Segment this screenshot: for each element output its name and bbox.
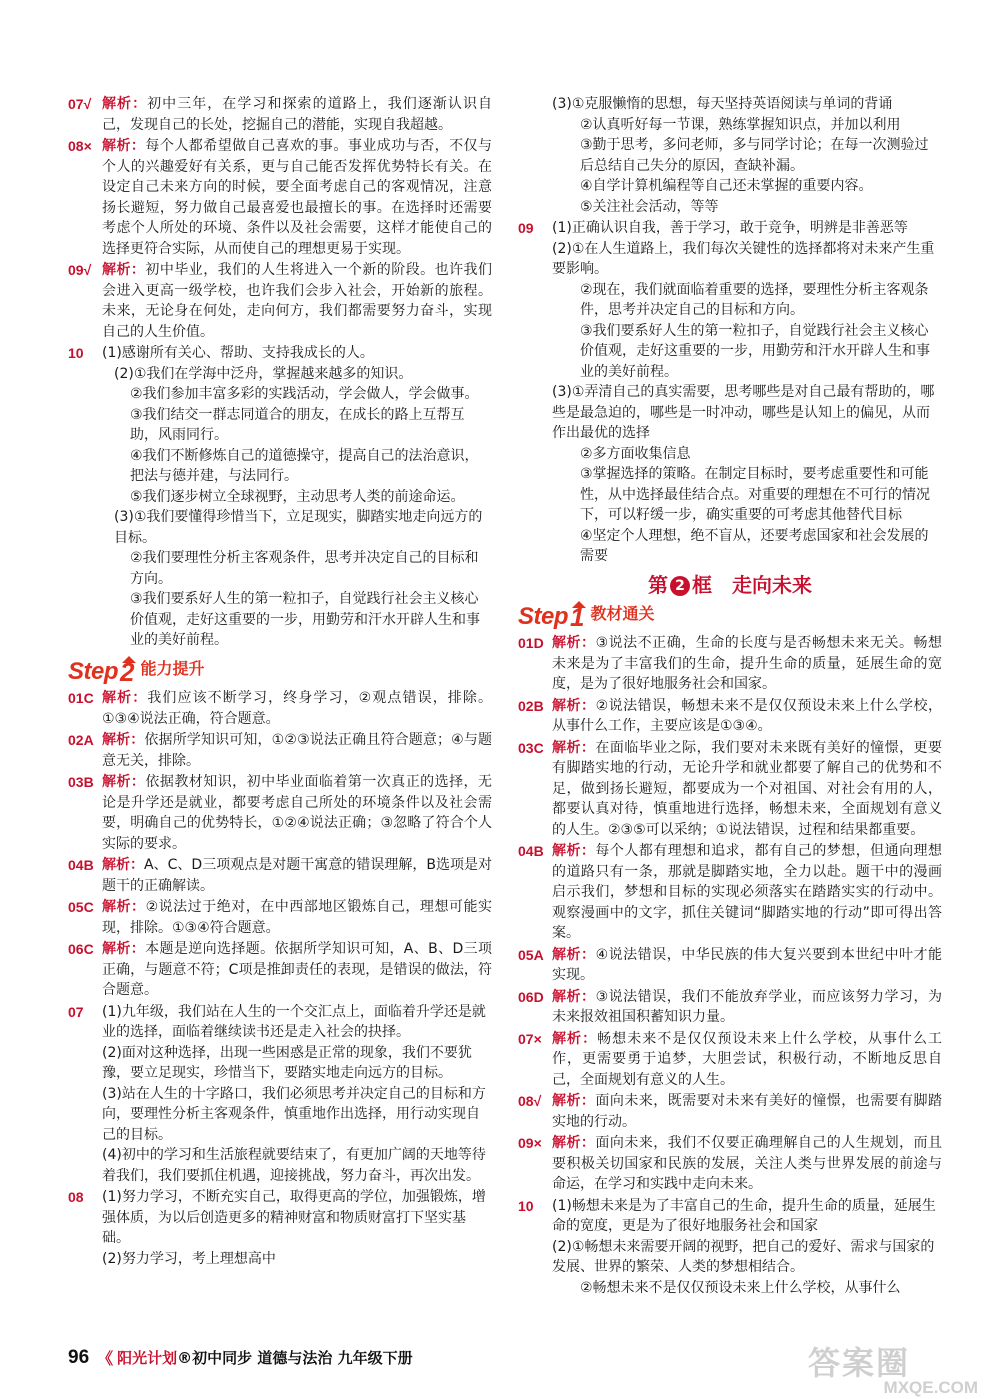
answer-line: ②多方面收集信息 xyxy=(580,445,691,462)
answer-s1-10 xyxy=(518,1196,942,1299)
answer-line: ④我们不断修炼自己的道德操守，提高自己的法治意识，把法与德并建，与法同行。 xyxy=(130,447,479,484)
answer-text: ②说法错误，畅想未来不是仅仅预设未来上什么学校，从事什么工作，主要应该是①③④。 xyxy=(552,697,942,734)
answer-s2-07 xyxy=(68,1002,492,1187)
answer-number: 01C xyxy=(68,690,94,706)
answer-line: ②现在，我们就面临着重要的选择，要理性分析主客观条件，思考并决定自己的目标和方向。 xyxy=(580,281,929,318)
step1-heading: Step 1 教材通关 xyxy=(518,601,655,632)
answer-number: 08× xyxy=(68,138,92,154)
answer-line: ④自学计算机编程等自己还未掌握的重要内容。 xyxy=(580,178,873,194)
analysis-label: 解析： xyxy=(102,138,146,154)
answer-line: ⑤关注社会活动，等等 xyxy=(580,198,719,215)
answer-number: 07√ xyxy=(68,96,92,112)
answer-number: 02A xyxy=(68,732,94,748)
answer-text: 在面临毕业之际，我们要对未来既有美好的憧憬，更要有脚踏实地的行动，无论升学和就业都要了解自己的优势和不足，做到扬长避短，都要成为一个对祖国、对社会有用的人，都要认真对待，慎重地进行选择，畅想未来，全面规划有意义的人生。②③⑤可以采纳；①说法错误，过程和结果都重要。 xyxy=(552,739,943,838)
answer-number: 04B xyxy=(518,843,544,859)
answer-text: 面向未来，既需要对未来有美好的憧憬，也需要有脚踏实地的行动。 xyxy=(552,1093,943,1130)
section-number-badge: 2 xyxy=(670,576,690,596)
answer-l09 xyxy=(68,260,492,342)
answer-line: (2)①畅想未来需要开阔的视野，把自己的爱好、需求与国家的发展、世界的繁荣、人类的梦想相结合。 xyxy=(552,1238,935,1275)
answer-s2-01: 01C 解析：我们应该不断学习，终身学习，②观点错误，排除。①③④说法正确，符合题意。 xyxy=(68,690,492,727)
answer-text: ③说法错误，我们不能放弃学业，而应该努力学习，为未来报效祖国积蓄知识力量。 xyxy=(552,988,942,1025)
answer-text: 初中毕业，我们的人生将进入一个新的阶段。也许我们会进入更高一级学校，也许我们会步入社会，开始新的旅程。未来，无论身在何处，走向何方，我们都需要努力奋斗，实现自己的人生价值。 xyxy=(102,262,493,340)
answer-number: 06D xyxy=(518,988,544,1005)
answer-s1-03: 03C 解析：在面临毕业之际，我们要对未来既有美好的憧憬，更要有脚踏实地的行动，无论升学和就业都要了解自己的优势和不足，做到扬长避短，都要成为一个对祖国、对社会有用的人，都要认真对待，慎重地进行选择，畅想未来，全面规划有意义的人生。②③⑤可以采纳；①说法错误，过程和结果都重要。 xyxy=(518,739,943,838)
answer-number: 02B xyxy=(518,697,544,714)
answer-l10 xyxy=(68,343,492,651)
book-title: 初中同步 道德与法治 九年级下册 xyxy=(192,1349,413,1367)
answer-line: (3)①弄清自己的真实需要，思考哪些是对自己最有帮助的，哪些是最急迫的，哪些是一时冲动，哪些是认知上的偏见，从而作出最优的选择 xyxy=(552,384,935,441)
step2-heading: Step 2 能力提升 xyxy=(68,656,205,687)
answer-text: 面向未来，我们不仅要正确理解自己的人生规划，而且要积极关切国家和民族的发展，关注人类与世界发展的前途与命运，在学习和实践中走向未来。 xyxy=(552,1135,943,1192)
answer-line: ③勤于思考，多问老师，多与同学讨论；在每一次测验过后总结自己失分的原因，查缺补漏。 xyxy=(580,137,929,174)
answer-text: 依据教材知识，初中毕业面临着第一次真正的选择，无论是升学还是就业，都要考虑自己所处的环境条件以及社会需要，明确自己的优势特长，①②④说法正确；③忽略了符合个人实际的要求。 xyxy=(102,774,493,852)
answer-s1-02: 02B 解析：②说法错误，畅想未来不是仅仅预设未来上什么学校，从事什么工作，主要应该是①③④。 xyxy=(518,697,942,734)
answer-line: ②我们参加丰富多彩的实践活动，学会做人，学会做事。 xyxy=(130,386,479,402)
answer-s1-07: 07× 解析：畅想未来不是仅仅预设未来上什么学校，从事什么工作，更需要勇于追梦，大胆尝试，积极行动，不断地反思自己，全面规划有意义的人生。 xyxy=(518,1030,943,1088)
analysis-label: 解析： xyxy=(102,96,148,112)
answer-s2-06: 06C 解析：本题是逆向选择题。依据所学知识可知，A、B、D三项正确，与题意不符；C项是推卸责任的表现，是错误的做法，符合题意。 xyxy=(68,941,493,998)
answer-line: (2)努力学习，考上理想高中 xyxy=(102,1250,276,1267)
answer-l07 xyxy=(68,94,492,135)
answer-line: (2)①在人生道路上，我们每次关键性的选择都将对未来产生重要影响。 xyxy=(552,240,935,277)
analysis-label: 解析： xyxy=(102,262,146,278)
answer-number: 08√ xyxy=(518,1093,542,1109)
watermark-logo: 答案圈 MXQE.COM xyxy=(808,1344,978,1397)
answer-line: (2)①我们在学海中泛舟，掌握越来越多的知识。 xyxy=(114,365,413,382)
answer-line: ②畅想未来不是仅仅预设未来上什么学校，从事什么 xyxy=(580,1279,901,1296)
answer-number: 10 xyxy=(518,1197,534,1214)
answer-number: 07× xyxy=(518,1030,542,1047)
answer-line: (3)①克服懒惰的思想，每天坚持英语阅读与单词的背诵 xyxy=(552,96,893,112)
answer-line: (1)九年级，我们站在人生的一个交汇点上，面临着升学还是就业的选择，面临着继续读书还是走入社会的抉择。 xyxy=(102,1003,486,1040)
answer-number: 09 xyxy=(518,220,534,236)
answer-text: A、C、D三项观点是对题干寓意的错误理解，B选项是对题干的正确解读。 xyxy=(102,857,492,894)
answer-s2-04: 04B 解析：A、C、D三项观点是对题干寓意的错误理解，B选项是对题干的正确解读。 xyxy=(68,857,492,894)
answer-line: (2)面对这种选择，出现一些困惑是正常的现象，我们不要犹豫，要立足现实，珍惜当下，要踏实地走向远方的目标。 xyxy=(102,1044,472,1081)
answer-text: ④说法错误，中华民族的伟大复兴要到本世纪中叶才能实现。 xyxy=(552,946,942,983)
answer-line: (1)畅想未来是为了丰富自己的生命，提升生命的质量，延展生命的宽度，更是为了很好地服务社会和国家 xyxy=(552,1197,936,1234)
answer-number: 09× xyxy=(518,1135,542,1151)
answer-line: ③我们要系好人生的第一粒扣子，自觉践行社会主义核心价值观，走好这重要的一步，用勤劳和汗水开辟人生和事业的美好前程。 xyxy=(130,591,480,648)
left-column xyxy=(68,94,492,1270)
answer-number: 08 xyxy=(68,1189,84,1205)
brand-name: 阳光计划 xyxy=(117,1349,178,1367)
answer-line: ⑤我们逐步树立全球视野，主动思考人类的前途命运。 xyxy=(130,488,465,505)
answer-text: ②说法过于绝对，在中西部地区锻炼自己，理想可能实现，排除。①③④符合题意。 xyxy=(102,899,492,936)
answer-text: 依据所学知识可知，①②③说法正确且符合题意；④与题意无关，排除。 xyxy=(102,732,492,769)
answer-s2-05: 05C 解析：②说法过于绝对，在中西部地区锻炼自己，理想可能实现，排除。①③④符合题意。 xyxy=(68,899,492,936)
answer-r09 xyxy=(518,218,942,567)
answer-text: 每个人都有理想和追求，都有自己的梦想，但通向理想的道路只有一条，那就是脚踏实地，全力以赴。题干中的漫画启示我们，梦想和目标的实现必须落实在踏踏实实的行动中。观察漫画中的文字，抓住关键词“脚踏实地的行动”即可得出答案。 xyxy=(552,843,943,941)
answer-s1-08: 08√ 解析：面向未来，既需要对未来有美好的憧憬，也需要有脚踏实地的行动。 xyxy=(518,1093,943,1130)
page-number: 96 xyxy=(68,1346,90,1368)
answer-line: ③掌握选择的策略。在制定目标时，要考虑重要性和可能性，从中选择最佳结合点。对重要的理想在不可行的情况下，可以籽缓一步，确实重要的可考虑其他替代目标 xyxy=(580,466,930,523)
answer-line: ②认真听好每一节课，熟练掌握知识点，并加以利用 xyxy=(580,116,901,133)
answer-s1-04: 04B 解析：每个人都有理想和追求，都有自己的梦想，但通向理想的道路只有一条，那就是脚踏实地，全力以赴。题干中的漫画启示我们，梦想和目标的实现必须落实在踏踏实实的行动中。观察漫画中的文字，抓住关键词“脚踏实地的行动”即可得出答案。 xyxy=(518,843,943,941)
answer-continued xyxy=(518,94,942,217)
page-footer xyxy=(68,1346,413,1369)
answer-s2-08 xyxy=(68,1187,492,1269)
answer-number: 10 xyxy=(68,345,84,361)
answer-line: (3)站在人生的十字路口，我们必须思考并决定自己的目标和方向，要理性分析主客观条件，慎重地作出选择，用行动实现自己的目标。 xyxy=(102,1085,486,1143)
answer-s1-05: 05A 解析：④说法错误，中华民族的伟大复兴要到本世纪中叶才能实现。 xyxy=(518,946,942,983)
answer-line: ③我们结交一群志同道合的朋友，在成长的路上互帮互助，风雨同行。 xyxy=(130,406,465,443)
answer-number: 07 xyxy=(68,1003,84,1020)
answer-text: 畅想未来不是仅仅预设未来上什么学校，从事什么工作，更需要勇于追梦，大胆尝试，积极行动，不断地反思自己，全面规划有意义的人生。 xyxy=(552,1030,943,1088)
answer-line: (1)正确认识自我，善于学习，敢于竞争，明辨是非善恶等 xyxy=(552,220,908,236)
chevron-left-icon: 《 xyxy=(97,1349,114,1368)
answer-s2-03: 03B 解析：依据教材知识，初中毕业面临着第一次真正的选择，无论是升学还是就业，都要考虑自己所处的环境条件以及社会需要，明确自己的优势特长，①②④说法正确；③忽略了符合个人实际的要求。 xyxy=(68,774,493,852)
answer-line: (4)初中的学习和生活旅程就要结束了，有更加广阔的天地等待着我们，我们要抓住机遇，迎接挑战，努力奋斗，再次出发。 xyxy=(102,1147,486,1184)
answer-line: (1)感谢所有关心、帮助、支持我成长的人。 xyxy=(102,345,374,361)
answer-s2-02: 02A 解析：依据所学知识可知，①②③说法正确且符合题意；④与题意无关，排除。 xyxy=(68,732,492,769)
answer-text: 我们应该不断学习，终身学习，②观点错误，排除。①③④说法正确，符合题意。 xyxy=(102,690,492,727)
answer-number: 03B xyxy=(68,774,94,790)
answer-text: 本题是逆向选择题。依据所学知识可知，A、B、D三项正确，与题意不符；C项是推卸责任的表现，是错误的做法，符合题意。 xyxy=(102,941,493,998)
section-title: 第 2 框 走向未来 xyxy=(648,572,812,597)
answer-line: (1)努力学习，不断充实自己，取得更高的学位，加强锻炼，增强体质，为以后创造更多的精神财富和物质财富打下坚实基础。 xyxy=(102,1189,486,1246)
answer-line: ④坚定个人理想，绝不盲从，还要考虑国家和社会发展的需要 xyxy=(580,527,929,564)
right-column xyxy=(518,94,942,1299)
answer-number: 03C xyxy=(518,739,544,756)
answer-line: ③我们要系好人生的第一粒扣子，自觉践行社会主义核心价值观，走好这重要的一步，用勤劳和汗水开辟人生和事业的美好前程。 xyxy=(580,322,930,380)
answer-text: ③说法不正确，生命的长度与是否畅想未来无关。畅想未来是为了丰富我们的生命，提升生命的质量，延展生命的宽度，是为了很好地服务社会和国家。 xyxy=(552,635,942,692)
answer-line: (3)①我们要懂得珍惜当下，立足现实，脚踏实地走向远方的目标。 xyxy=(114,509,483,546)
answer-number: 04B xyxy=(68,857,94,873)
answer-text: 初中三年，在学习和探索的道路上，我们逐渐认识自己，发现自己的长处，挖掘自己的潜能，实现自我超越。 xyxy=(102,96,493,133)
answer-s1-01: 01D 解析：③说法不正确，生命的长度与是否畅想未来无关。畅想未来是为了丰富我们的生命，提升生命的质量，延展生命的宽度，是为了很好地服务社会和国家。 xyxy=(518,635,942,692)
answer-l08 xyxy=(68,136,492,259)
answer-s1-06: 06D 解析：③说法错误，我们不能放弃学业，而应该努力学习，为未来报效祖国积蓄知识力量。 xyxy=(518,988,942,1025)
answer-number: 01D xyxy=(518,635,544,651)
answer-number: 06C xyxy=(68,941,94,957)
answer-number: 05A xyxy=(518,946,544,963)
answer-line: ②我们要理性分析主客观条件，思考并决定自己的目标和方向。 xyxy=(130,550,479,587)
registered-mark: ® xyxy=(177,1348,193,1367)
answer-s1-09: 09× 解析：面向未来，我们不仅要正确理解自己的人生规划，而且要积极关切国家和民族的发展，关注人类与世界发展的前途与命运，在学习和实践中走向未来。 xyxy=(518,1135,943,1192)
answer-text: 每个人都希望做自己喜欢的事。事业成功与否，不仅与个人的兴趣爱好有关系，更与自己能否发挥优势特长有关。在设定自己未来方向的时候，要全面考虑自己的客观情况，注意扬长避短，努力做自己最喜爱也最擅长的事。在选择时还需要考虑个人所处的环境、条件以及社会需要，这样才能使自己的选择更符合实际，从而使自己的理想更易于实现。 xyxy=(102,138,493,257)
answer-number: 09√ xyxy=(68,262,92,278)
answer-number: 05C xyxy=(68,899,94,915)
